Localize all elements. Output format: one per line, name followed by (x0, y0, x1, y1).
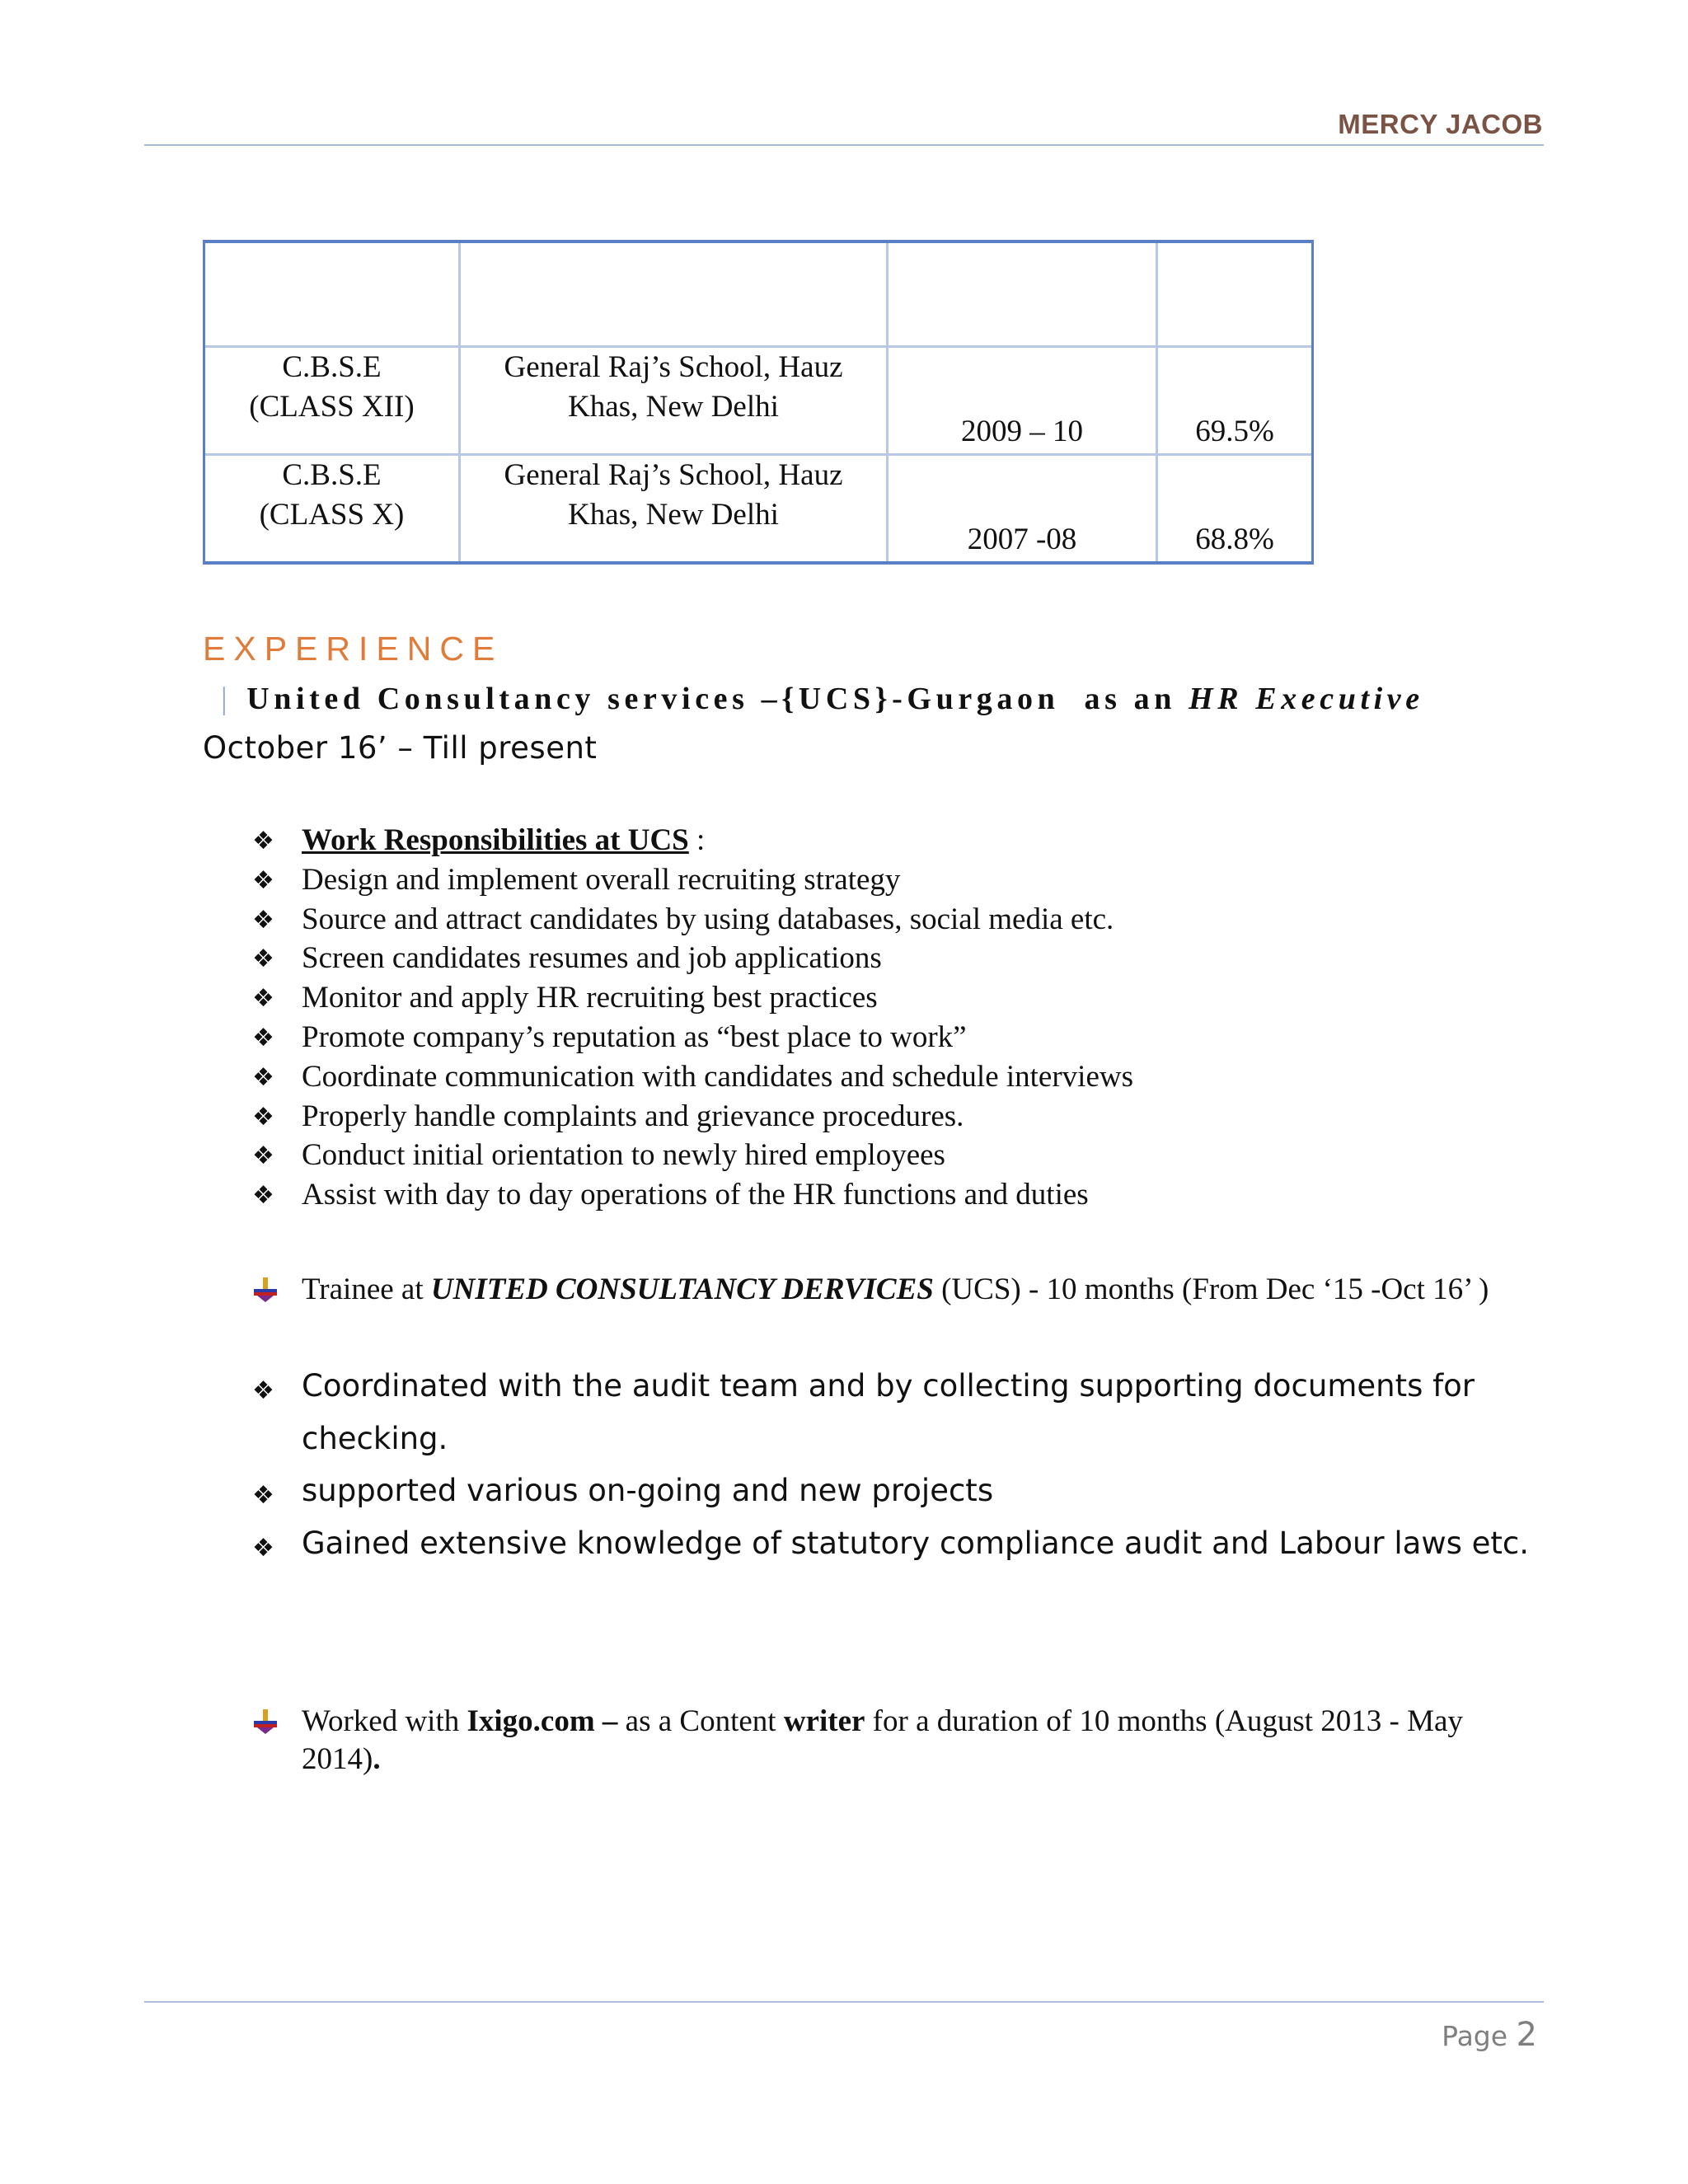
list-item-text: Screen candidates resumes and job applications (302, 941, 882, 976)
ixigo-prefix: Worked with (302, 1704, 467, 1738)
table-cell (204, 241, 460, 347)
diamond-bullet-icon: ❖ (252, 865, 274, 895)
page-number: 2 (1516, 2016, 1537, 2054)
education-table (203, 240, 1314, 565)
list-item (252, 821, 1133, 860)
list-item (252, 900, 1133, 940)
school-cell (460, 347, 888, 455)
diamond-bullet-icon: ❖ (252, 944, 274, 974)
job-dates: October 16’ – Till present (203, 730, 598, 766)
table-row (204, 241, 1313, 347)
as-an-text: as an (1084, 682, 1176, 716)
score-cell (1157, 455, 1313, 564)
class-name: (CLASS XII) (249, 390, 415, 424)
list-item (252, 1517, 1538, 1570)
year-value: 2007 -08 (967, 523, 1077, 556)
experience-heading: EXPERIENCE (203, 630, 504, 668)
ixigo-end: . (373, 1742, 381, 1776)
responsibilities-heading: Work Responsibilities at UCS (302, 823, 689, 857)
heading-colon: : (688, 823, 706, 857)
list-item-text: Conduct initial orientation to newly hired employees (302, 1138, 945, 1173)
score-cell (1157, 347, 1313, 455)
table-cell (460, 241, 888, 347)
diamond-bullet-icon: ❖ (252, 1102, 274, 1132)
school-cell (460, 455, 888, 564)
list-item-text: Coordinated with the audit team and by collecting supporting documents for checking. (302, 1368, 1475, 1456)
ixigo-entry (252, 1703, 1538, 1779)
trainee-text (252, 1271, 1522, 1309)
arrow-bullet-icon (252, 1709, 279, 1734)
list-item (252, 939, 1133, 978)
board-name: C.B.S.E (282, 458, 382, 492)
ixigo-company: Ixigo.com (467, 1704, 595, 1738)
diamond-bullet-icon: ❖ (252, 1181, 274, 1211)
list-item (252, 1360, 1538, 1465)
score-value: 68.8% (1195, 523, 1274, 556)
header-name: MERCY JACOB (1338, 109, 1543, 139)
trainee-entry (252, 1271, 1522, 1309)
ixigo-dash: – (594, 1704, 618, 1738)
trainee-points-list (252, 1360, 1538, 1569)
list-item (252, 1018, 1133, 1057)
diamond-bullet-icon: ❖ (252, 1062, 274, 1092)
footer-rule (144, 2001, 1544, 2003)
list-item (252, 978, 1133, 1018)
ixigo-text (252, 1703, 1538, 1779)
class-name: (CLASS X) (259, 498, 405, 532)
list-item-text: Assist with day to day operations of the HR functions and duties (302, 1178, 1089, 1212)
list-item (252, 1057, 1133, 1097)
list-item-text: Gained extensive knowledge of statutory compliance audit and Labour laws etc. (302, 1525, 1530, 1561)
list-item-text: supported various on-going and new projects (302, 1473, 994, 1508)
diamond-bullet-icon: ❖ (252, 1376, 274, 1405)
job-title-line (221, 681, 1424, 717)
page-label: Page (1442, 2020, 1508, 2052)
diamond-bullet-icon: ❖ (252, 1141, 274, 1171)
table-cell (1157, 241, 1313, 347)
diamond-bullet-icon: ❖ (252, 984, 274, 1014)
trainee-prefix: Trainee at (302, 1272, 431, 1306)
list-item-text: Properly handle complaints and grievance procedures. (302, 1099, 964, 1133)
board-name: C.B.S.E (282, 350, 382, 384)
ixigo-role: writer (783, 1704, 865, 1738)
list-item (252, 1175, 1133, 1215)
year-value: 2009 – 10 (961, 415, 1083, 448)
list-item-text: Coordinate communication with candidates and schedule interviews (302, 1059, 1133, 1094)
job-role: HR Executive (1189, 682, 1424, 716)
diamond-bullet-icon: ❖ (252, 827, 274, 855)
list-item-text: Monitor and apply HR recruiting best practices (302, 981, 878, 1015)
diamond-bullet-icon: ❖ (252, 1481, 274, 1510)
company-name: United Consultancy services –{UCS}-Gurgaon (246, 682, 1060, 716)
ixigo-suffix: for a duration of 10 months (August 2013 - May 2014) (302, 1704, 1463, 1776)
board-cell (204, 455, 460, 564)
year-cell (888, 347, 1157, 455)
ixigo-middle: as a Content (617, 1704, 784, 1738)
list-item (252, 1465, 1538, 1517)
responsibilities-list (252, 821, 1133, 1215)
trainee-company: UNITED CONSULTANCY DERVICES (430, 1272, 934, 1306)
header-rule (144, 144, 1544, 146)
school-line: Khas, New Delhi (568, 390, 779, 424)
diamond-bullet-icon: ❖ (252, 905, 274, 935)
list-item (252, 1136, 1133, 1175)
school-line: General Raj’s School, Hauz (504, 458, 843, 492)
table-row (204, 347, 1313, 455)
list-item (252, 860, 1133, 900)
trainee-suffix: (UCS) - 10 months (From Dec ‘15 -Oct 16’ ) (933, 1272, 1489, 1306)
list-item (252, 1097, 1133, 1137)
school-line: Khas, New Delhi (568, 498, 779, 532)
page-footer (1442, 2016, 1537, 2054)
table-cell (888, 241, 1157, 347)
list-item-text: Design and implement overall recruiting strategy (302, 862, 901, 897)
score-value: 69.5% (1195, 415, 1274, 448)
list-item-text: Source and attract candidates by using databases, social media etc. (302, 902, 1114, 936)
year-cell (888, 455, 1157, 564)
school-line: General Raj’s School, Hauz (504, 350, 843, 384)
diamond-bullet-icon: ❖ (252, 1023, 274, 1052)
board-cell (204, 347, 460, 455)
list-item-text: Promote company’s reputation as “best place to work” (302, 1019, 967, 1054)
table-row (204, 455, 1313, 564)
arrow-bullet-icon (252, 1277, 279, 1302)
diamond-bullet-icon: ❖ (252, 1533, 274, 1563)
accent-bar: | (221, 682, 232, 716)
